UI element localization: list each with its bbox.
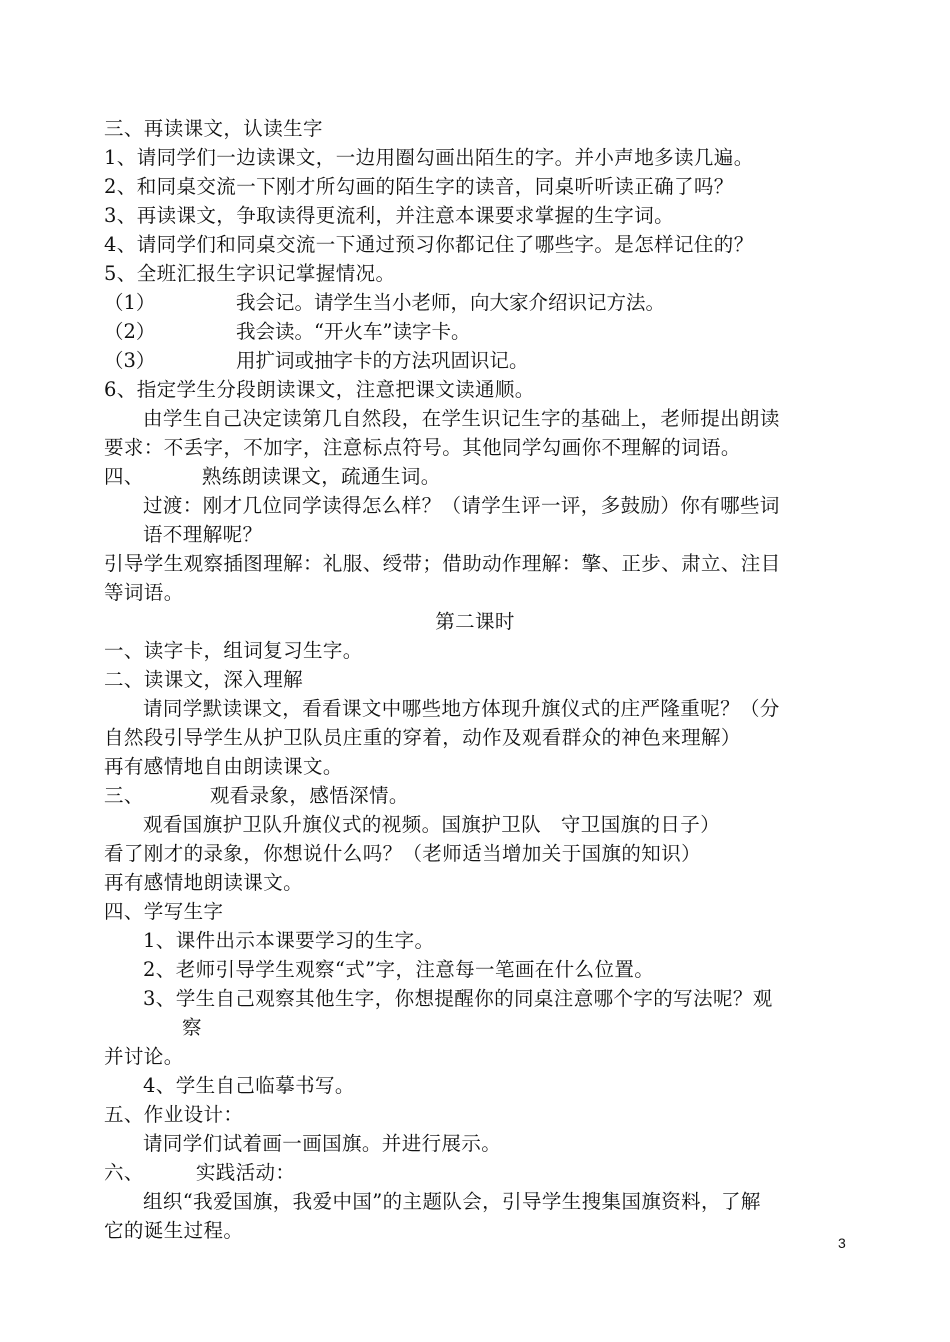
section-heading bbox=[104, 1160, 295, 1186]
section-heading bbox=[104, 464, 441, 490]
paragraph-line: 等词语。 bbox=[104, 581, 184, 604]
section-number: 六、 bbox=[104, 1161, 144, 1184]
step-item: 2、老师引导学生观察“式”字，注意每一笔画在什么位置。 bbox=[143, 958, 655, 981]
step-item: 1、请同学们一边读课文，一边用圈勾画出陌生的字。并小声地多读几遍。 bbox=[104, 146, 754, 169]
section-heading: 二、读课文，深入理解 bbox=[104, 668, 304, 691]
paragraph-line: 由学生自己决定读第几自然段，在学生识记生字的基础上，老师提出朗读 bbox=[143, 407, 780, 430]
paragraph-line: 再有感情地朗读课文。 bbox=[104, 871, 304, 894]
paragraph-line: 观看国旗护卫队升旗仪式的视频。国旗护卫队 守卫国旗的日子） bbox=[143, 813, 721, 836]
section-title: 实践活动： bbox=[195, 1161, 296, 1184]
paragraph-line: 请同学们试着画一画国旗。并进行展示。 bbox=[143, 1132, 502, 1155]
paragraph-line: 要求：不丢字，不加字，注意标点符号。其他同学勾画你不理解的词语。 bbox=[104, 436, 741, 459]
sub-item bbox=[104, 348, 529, 374]
sub-item bbox=[104, 290, 665, 316]
section-heading: 四、学写生字 bbox=[104, 900, 224, 923]
paragraph-line: 它的诞生过程。 bbox=[104, 1219, 244, 1242]
paragraph-line: 并讨论。 bbox=[104, 1045, 184, 1068]
step-item: 3、学生自己观察其他生字，你想提醒你的同桌注意哪个字的写法呢？观 bbox=[143, 987, 773, 1010]
section-title: 观看录象，感悟深情。 bbox=[209, 784, 409, 807]
step-item: 5、全班汇报生字识记掌握情况。 bbox=[104, 262, 396, 285]
step-item: 6、指定学生分段朗读课文，注意把课文读通顺。 bbox=[104, 378, 535, 401]
sub-item-text: 用扩词或抽字卡的方法巩固识记。 bbox=[236, 349, 529, 372]
paragraph-line: 语不理解呢？ bbox=[143, 523, 263, 546]
paragraph-line: 组织“我爱国旗，我爱中国”的主题队会，引导学生搜集国旗资料，了解 bbox=[143, 1190, 761, 1213]
paragraph-line: 请同学默读课文，看看课文中哪些地方体现升旗仪式的庄严隆重呢？（分 bbox=[143, 697, 780, 720]
paragraph-line: 引导学生观察插图理解：礼服、绶带；借助动作理解：擎、正步、肃立、注目 bbox=[104, 552, 781, 575]
section-number: 四、 bbox=[104, 465, 144, 488]
sub-item bbox=[104, 319, 470, 345]
page-number: 3 bbox=[838, 1235, 846, 1251]
step-item: 1、课件出示本课要学习的生字。 bbox=[143, 929, 435, 952]
section-heading: 三、再读课文，认读生字 bbox=[104, 117, 323, 140]
paragraph-line: 看了刚才的录象，你想说什么吗？（老师适当增加关于国旗的知识） bbox=[104, 842, 702, 865]
sub-item-number: （1） bbox=[104, 291, 156, 314]
section-number: 三、 bbox=[104, 784, 144, 807]
step-item: 2、和同桌交流一下刚才所勾画的陌生字的读音，同桌听听读正确了吗？ bbox=[104, 175, 734, 198]
step-item: 4、学生自己临摹书写。 bbox=[143, 1074, 355, 1097]
step-item: 3、再读课文，争取读得更流利，并注意本课要求掌握的生字词。 bbox=[104, 204, 675, 227]
sub-item-number: （2） bbox=[104, 320, 156, 343]
sub-item-text: 我会记。请学生当小老师，向大家介绍识记方法。 bbox=[236, 291, 666, 314]
section-heading: 五、作业设计： bbox=[104, 1103, 244, 1126]
section-heading bbox=[104, 783, 409, 809]
section-heading: 一、读字卡，组词复习生字。 bbox=[104, 639, 363, 662]
lesson-heading: 第二课时 bbox=[435, 610, 515, 633]
step-item: 4、请同学们和同桌交流一下通过预习你都记住了哪些字。是怎样记住的？ bbox=[104, 233, 754, 256]
step-item-continuation: 察 bbox=[182, 1016, 202, 1039]
sub-item-number: （3） bbox=[104, 349, 156, 372]
sub-item-text: 我会读。“开火车”读字卡。 bbox=[236, 320, 471, 343]
paragraph-line: 再有感情地自由朗读课文。 bbox=[104, 755, 343, 778]
section-title: 熟练朗读课文，疏通生词。 bbox=[201, 465, 441, 488]
paragraph-line: 过渡：刚才几位同学读得怎么样？（请学生评一评，多鼓励）你有哪些词 bbox=[143, 494, 780, 517]
paragraph-line: 自然段引导学生从护卫队员庄重的穿着，动作及观看群众的神色来理解） bbox=[104, 726, 741, 749]
